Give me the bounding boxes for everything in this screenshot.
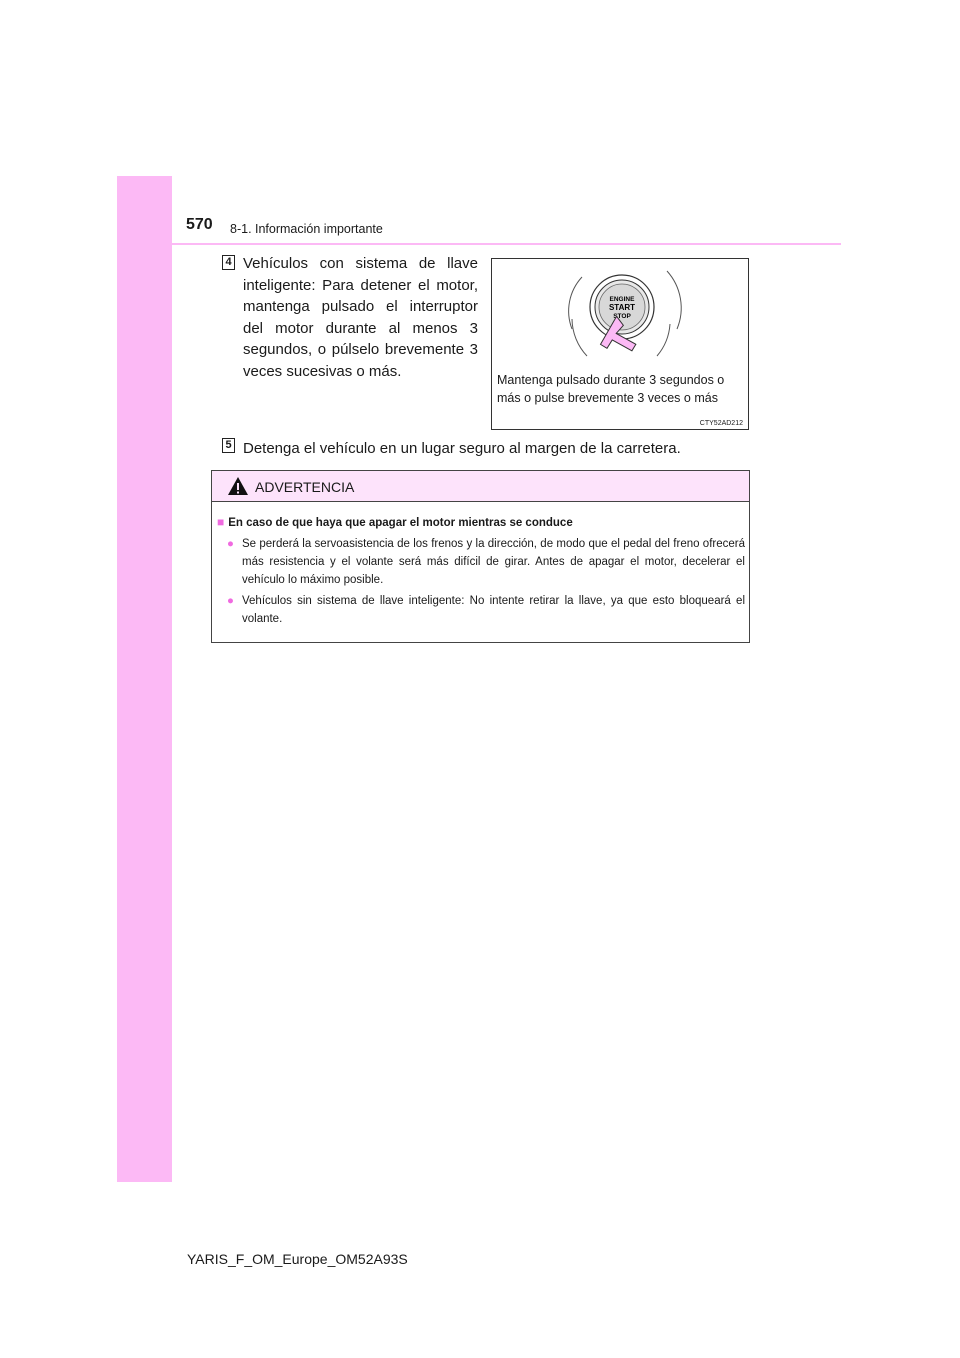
header-divider [117,243,841,245]
switch-label-stop: STOP [613,313,631,320]
warning-bullet-1-text: Se perderá la servoasistencia de los frenos y la dirección, de modo que el pedal del freno ofrecerá más resistencia y el volante será más difícil de girar. Antes de apagar el motor, decelerar el vehículo lo máximo posible. [242,538,745,586]
step-5-text: Detenga el vehículo en un lugar seguro al margen de la carretera. [243,440,681,457]
step-4-text: Vehículos con sistema de llave inteligente: Para detener el motor, mantenga pulsado el interruptor del motor durante al menos 3 segundos, o púlselo brevemente 3 veces sucesivas o más. [243,255,478,380]
section-title: 8-1. Información importante [230,222,383,236]
warning-header [212,471,749,502]
warning-heading [217,515,573,529]
warning-triangle-icon [227,476,249,496]
warning-bullet-2-text: Vehículos sin sistema de llave inteligente: No intente retirar la llave, ya que esto bloqueará el volante. [242,595,745,625]
step-4-marker: 4 [222,255,235,270]
warning-box [211,470,750,643]
engine-button-figure [491,258,749,430]
document-footer: YARIS_F_OM_Europe_OM52A93S [187,1251,408,1267]
warning-heading-text: En caso de que haya que apagar el motor mientras se conduce [228,517,573,529]
side-tab-strip [117,176,172,1182]
warning-bullet-1 [227,535,745,589]
warning-title: ADVERTENCIA [255,479,355,495]
figure-caption: Mantenga pulsado durante 3 segundos o más o pulse brevemente 3 veces o más [497,373,725,405]
bullet-dot-icon: ● [227,595,234,607]
switch-label-engine: ENGINE [609,296,635,303]
warning-bullet-2 [227,592,745,628]
bullet-dot-icon: ● [227,538,234,550]
figure-code: CTY52AD212 [699,420,743,427]
page-number: 570 [186,216,213,233]
square-bullet-icon: ■ [217,515,225,529]
switch-label-start: START [608,303,636,312]
step-5-marker: 5 [222,438,235,453]
